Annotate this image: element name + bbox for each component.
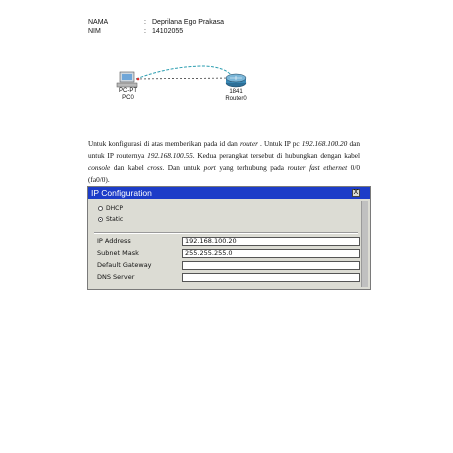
static-label: Static: [106, 216, 124, 223]
ip-configuration-window: [87, 186, 371, 290]
dhcp-label: DHCP: [106, 205, 123, 212]
para-italic: 192.168.100.20: [301, 139, 348, 148]
name-label: NAMA: [88, 19, 109, 26]
subnet-mask-label: Subnet Mask: [97, 249, 139, 257]
pc-port-indicator: [137, 78, 140, 81]
para-text: dan untuk IP routernya: [88, 139, 360, 160]
router-model-label: 1841: [229, 89, 243, 95]
dns-server-label: DNS Server: [97, 273, 135, 281]
ip-address-label: IP Address: [97, 237, 131, 245]
subnet-mask-input[interactable]: 255.255.255.0: [182, 249, 360, 258]
close-button[interactable]: [352, 189, 360, 197]
pc-name-label: PC0: [122, 95, 134, 101]
name-value: Deprilana Ego Prakasa: [152, 19, 224, 26]
para-italic: 192.168.100.55: [147, 151, 193, 160]
pc-model-label: PC-PT: [119, 88, 137, 94]
dns-server-input[interactable]: [182, 273, 360, 282]
window-titlebar: [88, 187, 370, 199]
para-text: yang terhubung pada: [215, 163, 288, 172]
pc-icon: [117, 72, 137, 87]
ip-address-input[interactable]: 192.168.100.20: [182, 237, 360, 246]
nim-label: NIM: [88, 28, 101, 35]
para-text: . Untuk IP pc: [257, 139, 302, 148]
para-italic: router: [239, 139, 258, 148]
nim-value: 14102055: [152, 28, 184, 35]
network-topology: [0, 0, 453, 120]
divider: [94, 232, 358, 234]
para-text: Untuk konfigurasi di atas memberikan pada id dan: [88, 139, 240, 148]
router-name-label: Router0: [225, 96, 247, 102]
default-gateway-label: Default Gateway: [97, 261, 152, 269]
default-gateway-input[interactable]: [182, 261, 360, 270]
console-cable-link: [136, 66, 232, 79]
para-text: . Dan untuk: [162, 163, 204, 172]
para-text: 0/0 (fa0/0).: [88, 163, 360, 184]
close-icon: X: [353, 189, 359, 196]
para-italic: router fast ethernet: [287, 163, 348, 172]
static-radio-icon: [98, 217, 103, 222]
router-icon: [226, 74, 246, 87]
window-title: IP Configuration: [91, 188, 152, 198]
vertical-scrollbar[interactable]: [361, 201, 368, 287]
para-italic: cross: [147, 163, 163, 172]
para-italic: console: [88, 163, 111, 172]
para-text: dan kabel: [110, 163, 148, 172]
cross-cable-link: [136, 78, 232, 79]
static-radio[interactable]: [98, 216, 123, 224]
nim-separator: :: [144, 28, 146, 35]
dhcp-radio[interactable]: [98, 205, 123, 213]
name-separator: :: [144, 19, 146, 26]
para-italic: port: [203, 163, 216, 172]
dhcp-radio-icon: [98, 206, 103, 211]
para-text: . Kedua perangkat tersebut di hubungkan dengan kabel: [192, 151, 360, 160]
description-paragraph: [88, 138, 360, 186]
